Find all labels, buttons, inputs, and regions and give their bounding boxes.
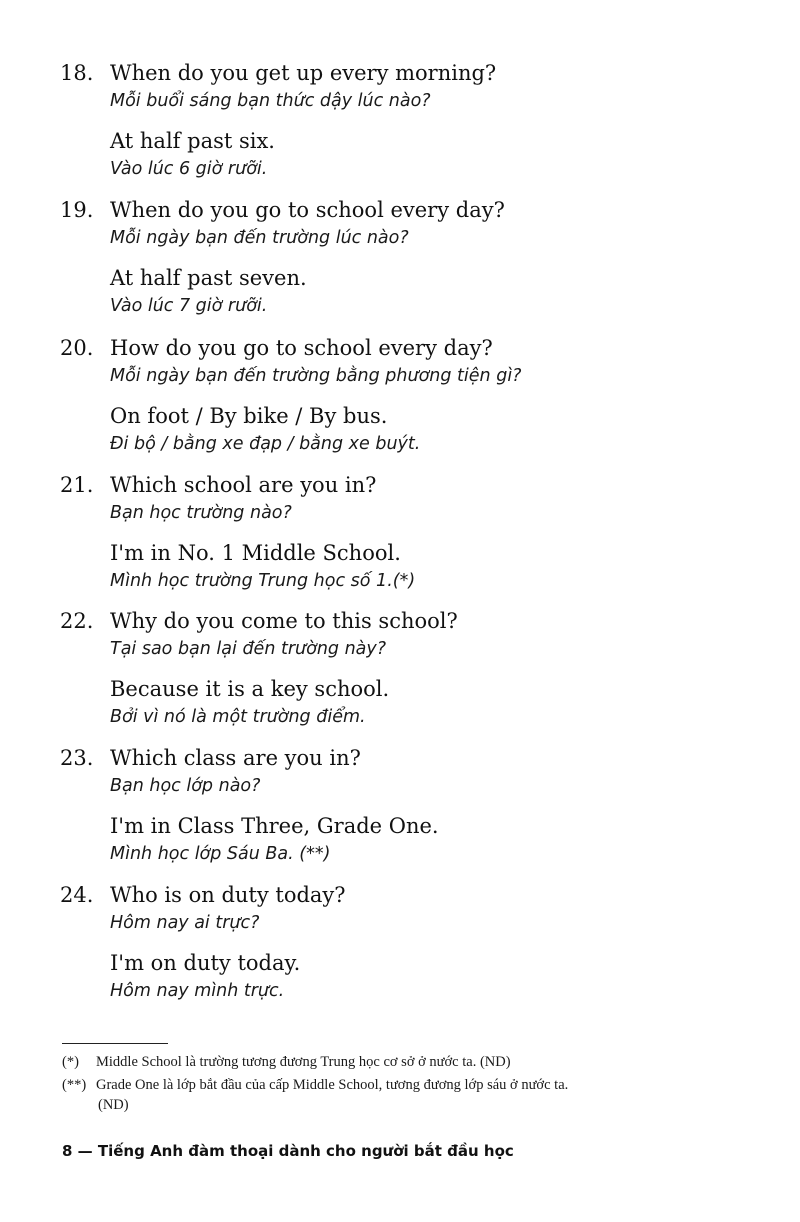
- footnote-1: [62, 1052, 742, 1072]
- entry-number: 19.: [60, 198, 94, 222]
- answer-vietnamese: Hôm nay mình trực.: [110, 981, 285, 1001]
- question-vietnamese: Hôm nay ai trực?: [110, 913, 260, 933]
- answer-english: Because it is a key school.: [110, 677, 390, 701]
- question-vietnamese: Bạn học lớp nào?: [110, 776, 261, 796]
- answer-vietnamese: Mình học trường Trung học số 1.(*): [110, 571, 416, 591]
- question-vietnamese: Bạn học trường nào?: [110, 503, 292, 523]
- question-vietnamese: Mỗi ngày bạn đến trường bằng phương tiện gì?: [110, 366, 522, 386]
- question-english: Who is on duty today?: [110, 883, 346, 907]
- footnote-text: Grade One là lớp bắt đầu của cấp Middle School, tương đương lớp sáu ở nước ta.: [96, 1077, 569, 1093]
- answer-vietnamese: Đi bộ / bằng xe đạp / bằng xe buýt.: [110, 434, 421, 454]
- entry-number: 23.: [60, 746, 94, 770]
- question-english: Which class are you in?: [110, 746, 361, 770]
- entry-number: 20.: [60, 336, 94, 360]
- answer-english: I'm in No. 1 Middle School.: [110, 541, 401, 565]
- answer-english: At half past six.: [110, 129, 275, 153]
- footnote-divider: [62, 1043, 168, 1044]
- footnote-marker: (**): [62, 1077, 87, 1093]
- answer-english: On foot / By bike / By bus.: [110, 404, 388, 428]
- entry-number: 22.: [60, 609, 94, 633]
- answer-vietnamese: Vào lúc 7 giờ rưỡi.: [110, 296, 268, 316]
- answer-english: I'm on duty today.: [110, 951, 301, 975]
- question-english: How do you go to school every day?: [110, 336, 493, 360]
- question-english: Which school are you in?: [110, 473, 377, 497]
- footnote-marker: (*): [62, 1054, 79, 1070]
- question-english: When do you get up every morning?: [110, 61, 497, 85]
- question-english: Why do you come to this school?: [110, 609, 458, 633]
- answer-vietnamese: Vào lúc 6 giờ rưỡi.: [110, 159, 268, 179]
- answer-vietnamese: Mình học lớp Sáu Ba. (**): [110, 844, 331, 864]
- question-vietnamese: Mỗi buổi sáng bạn thức dậy lúc nào?: [110, 91, 431, 111]
- question-english: When do you go to school every day?: [110, 198, 505, 222]
- page-footer: 8 — Tiếng Anh đàm thoại dành cho người bắt đầu học: [62, 1142, 514, 1160]
- question-vietnamese: Mỗi ngày bạn đến trường lúc nào?: [110, 228, 409, 248]
- question-vietnamese: Tại sao bạn lại đến trường này?: [110, 639, 387, 659]
- footnote-continuation: (ND): [98, 1097, 129, 1113]
- entry-number: 21.: [60, 473, 94, 497]
- entry-number: 18.: [60, 61, 94, 85]
- entry-number: 24.: [60, 883, 94, 907]
- footnote-text: Middle School là trường tương đương Trung học cơ sở ở nước ta. (ND): [96, 1054, 511, 1070]
- answer-english: I'm in Class Three, Grade One.: [110, 814, 439, 838]
- footnote-2: [62, 1075, 742, 1115]
- answer-vietnamese: Bởi vì nó là một trường điểm.: [110, 707, 366, 727]
- answer-english: At half past seven.: [110, 266, 307, 290]
